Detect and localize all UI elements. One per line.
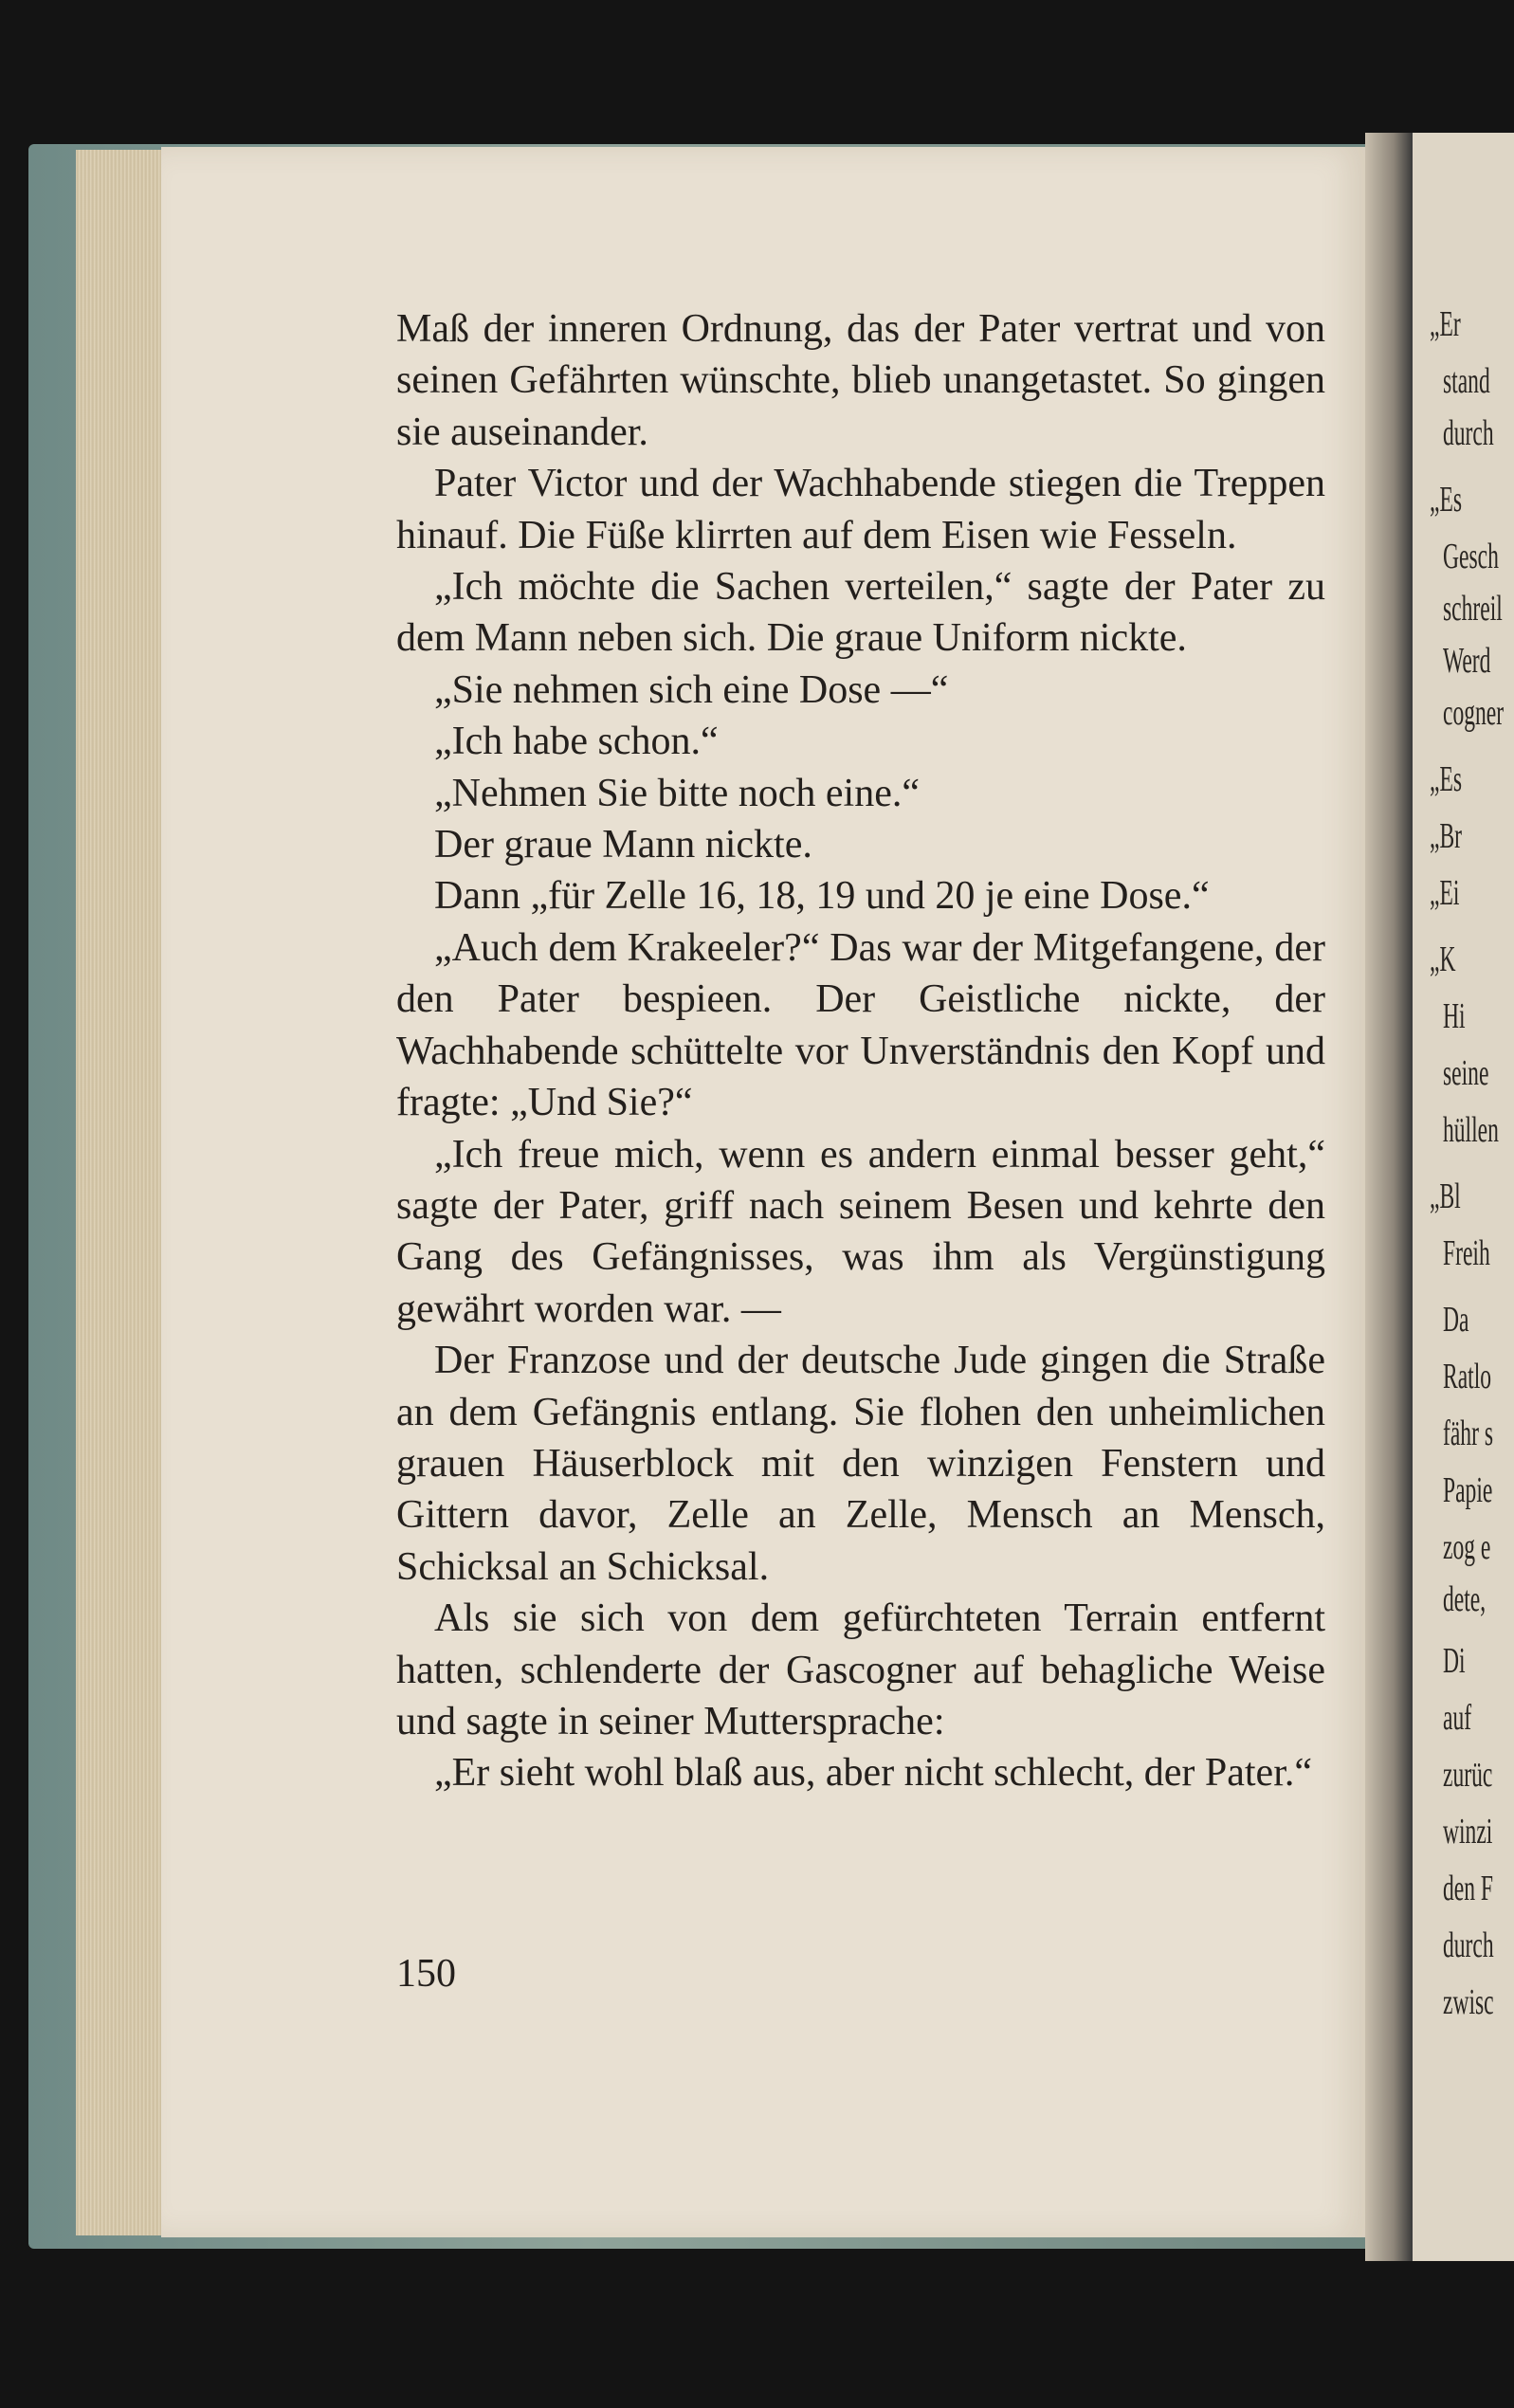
paragraph: Der graue Mann nickte. — [434, 823, 812, 867]
right-page-line: „Bl — [1430, 1177, 1461, 1216]
right-page-line: winzi — [1443, 1812, 1493, 1852]
right-page-line: dete, — [1443, 1579, 1487, 1619]
page-number: 150 — [396, 1952, 456, 1996]
paragraph: Pater Victor und der Wachhabende stiegen die Treppen hinauf. Die Füße klirrten auf dem Eisen wie Fesseln. — [396, 462, 1325, 557]
body-text — [396, 303, 1325, 1799]
right-page-line: fähr s — [1443, 1414, 1493, 1453]
right-page-line: „Er — [1430, 304, 1461, 344]
right-page-line: Gesch — [1443, 537, 1499, 576]
right-page-fragment — [1413, 133, 1514, 2261]
right-page-line: hüllen — [1443, 1110, 1499, 1150]
right-page-line: Hi — [1443, 996, 1466, 1036]
right-page-line: durch — [1443, 1925, 1494, 1965]
book-gutter — [1365, 133, 1413, 2261]
right-page-line: zurüc — [1443, 1755, 1493, 1795]
right-page-line: schreil — [1443, 589, 1503, 629]
paragraph: „Er sieht wohl blaß aus, aber nicht schlecht, der Pater.“ — [434, 1751, 1313, 1796]
right-page-line: „Es — [1430, 480, 1463, 520]
right-page-line: „Es — [1430, 759, 1463, 799]
right-page-line: zwisc — [1443, 1982, 1494, 2022]
paragraph: „Nehmen Sie bitte noch eine.“ — [434, 771, 920, 815]
paragraph: Maß der inneren Ordnung, das der Pater vertrat und von seinen Gefährten wünschte, blieb unangetastet. So gingen sie auseinander. — [396, 307, 1325, 454]
right-page-line: seine — [1443, 1053, 1489, 1093]
right-page-line: Papie — [1443, 1470, 1493, 1510]
page-edges — [76, 150, 171, 2235]
paragraph: Als sie sich von dem gefürchteten Terrain entfernt hatten, schlenderte der Gascogner auf behagliche Weise und sagte in seiner Muttersprache: — [396, 1596, 1325, 1743]
right-page-line: Freih — [1443, 1233, 1490, 1273]
right-page-line: „Ei — [1430, 873, 1460, 913]
paragraph: „Ich habe schon.“ — [434, 720, 719, 764]
paragraph: „Auch dem Krakeeler?“ Das war der Mitgefangene, der den Pater bespieen. Der Geistliche nickte, der Wachhabende schüttelte vor Unverständnis den Kopf und fragte: „Und Sie?“ — [396, 925, 1325, 1125]
right-page-line: „Br — [1430, 816, 1463, 856]
right-page-line: auf — [1443, 1698, 1472, 1738]
right-page-line: Werd — [1443, 641, 1491, 681]
right-page-line: stand — [1443, 361, 1490, 401]
paragraph: „Ich freue mich, wenn es andern einmal besser geht,“ sagte der Pater, griff nach seinem Besen und kehrte den Gang des Gefängnisses, was ihm als Vergünstigung gewährt worden war. — — [396, 1132, 1325, 1331]
right-page-line: den F — [1443, 1869, 1494, 1908]
right-page-line: cogner — [1443, 693, 1505, 733]
paragraph: „Ich möchte die Sachen verteilen,“ sagte der Pater zu dem Mann neben sich. Die graue Uniform nickte. — [396, 565, 1325, 661]
right-page-line: Da — [1443, 1300, 1469, 1340]
right-page-line: „K — [1430, 939, 1456, 979]
paragraph: Dann „für Zelle 16, 18, 19 und 20 je eine Dose.“ — [434, 874, 1210, 919]
paragraph: Der Franzose und der deutsche Jude gingen die Straße an dem Gefängnis entlang. Sie flohen den unheimlichen grauen Häuserblock mit den winzigen Fenstern und Gittern davor, Zelle an Zelle, Mensch an Mensch, Schicksal an Schicksal. — [396, 1339, 1325, 1589]
paragraph: „Sie nehmen sich eine Dose —“ — [434, 667, 949, 712]
right-page-line: durch — [1443, 413, 1494, 453]
right-page-line: zog e — [1443, 1527, 1491, 1567]
right-page-line: Ratlo — [1443, 1357, 1492, 1396]
right-page-line: Di — [1443, 1641, 1466, 1681]
